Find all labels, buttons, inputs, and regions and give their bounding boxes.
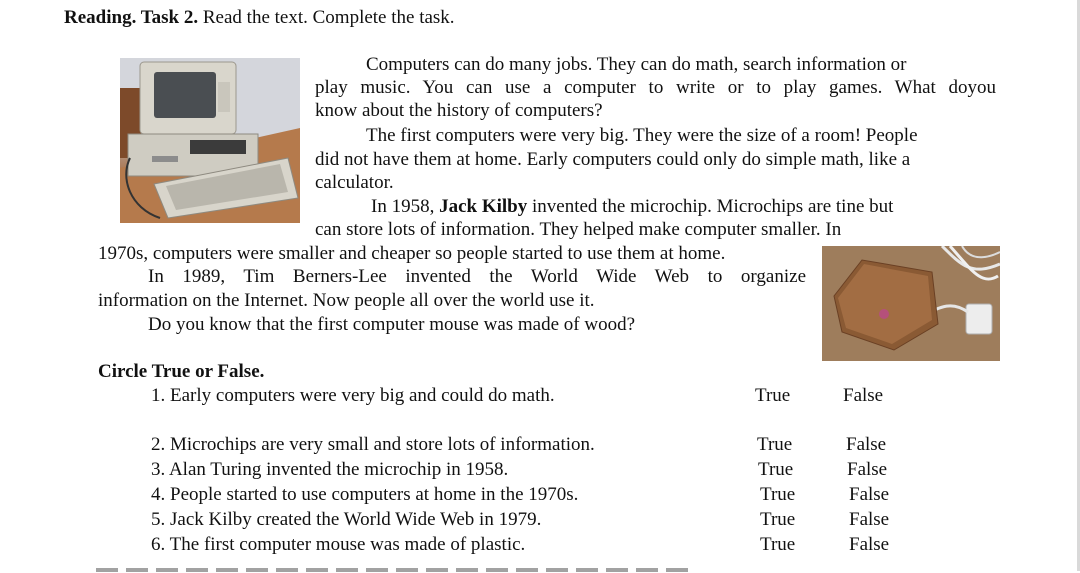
question-5-false[interactable]: False [849, 509, 890, 530]
question-6-false[interactable]: False [849, 534, 890, 555]
inventor-name: Jack Kilby [439, 196, 528, 217]
question-2-true[interactable]: True [757, 434, 793, 455]
wooden-mouse-illustration [822, 246, 1000, 361]
question-6: 6. The first computer mouse was made of plastic. [151, 534, 526, 555]
paragraph-4-line-2: information on the Internet. Now people all over the world use it. [98, 290, 595, 311]
task-title: Circle True or False. [98, 361, 265, 382]
paragraph-1-line-3: know about the history of computers? [315, 100, 603, 121]
question-1-true[interactable]: True [755, 385, 791, 406]
paragraph-2-line-2: did not have them at home. Early computers could only do simple math, like a [315, 149, 911, 170]
paragraph-3-line-1 [371, 196, 893, 218]
paragraph-3-lead: In 1958, [371, 196, 440, 217]
paragraph-1-line-1: Computers can do many jobs. They can do math, search information or [366, 54, 907, 75]
question-5-true[interactable]: True [760, 509, 796, 530]
question-5: 5. Jack Kilby created the World Wide Web in 1979. [151, 509, 542, 530]
question-3: 3. Alan Turing invented the microchip in 1958. [151, 459, 509, 480]
question-1-false[interactable]: False [843, 385, 884, 406]
wooden-mouse-photo [822, 246, 1000, 361]
question-2-false[interactable]: False [846, 434, 887, 455]
task-heading-rest: Read the text. Complete the task. [198, 7, 455, 28]
task-heading-bold: Reading. Task 2. [64, 7, 199, 28]
question-4-false[interactable]: False [849, 484, 890, 505]
old-computer-illustration [120, 58, 300, 223]
paragraph-4-line-1: In 1989, Tim Berners-Lee invented the World Wide Web to organize [148, 266, 806, 287]
cut-off-next-heading [96, 563, 696, 573]
paragraph-3-tail: invented the microchip. Microchips are tine but [527, 196, 894, 217]
question-3-false[interactable]: False [847, 459, 888, 480]
question-3-true[interactable]: True [758, 459, 794, 480]
question-2: 2. Microchips are very small and store lots of information. [151, 434, 595, 455]
paragraph-1-line-2: play music. You can use a computer to write or to play games. What doyou [315, 77, 996, 98]
old-computer-photo [120, 58, 300, 223]
paragraph-5-line: Do you know that the first computer mouse was made of wood? [148, 314, 636, 335]
question-4: 4. People started to use computers at home in the 1970s. [151, 484, 579, 505]
question-4-true[interactable]: True [760, 484, 796, 505]
paragraph-2-line-1: The first computers were very big. They were the size of a room! People [366, 125, 918, 146]
paragraph-3-line-3: 1970s, computers were smaller and cheaper so people started to use them at home. [98, 243, 726, 264]
paragraph-2-line-3: calculator. [315, 172, 394, 193]
task-heading [64, 7, 455, 29]
question-6-true[interactable]: True [760, 534, 796, 555]
paragraph-3-line-2: can store lots of information. They helped make computer smaller. In [315, 219, 842, 240]
question-1: 1. Early computers were very big and could do math. [151, 385, 555, 406]
